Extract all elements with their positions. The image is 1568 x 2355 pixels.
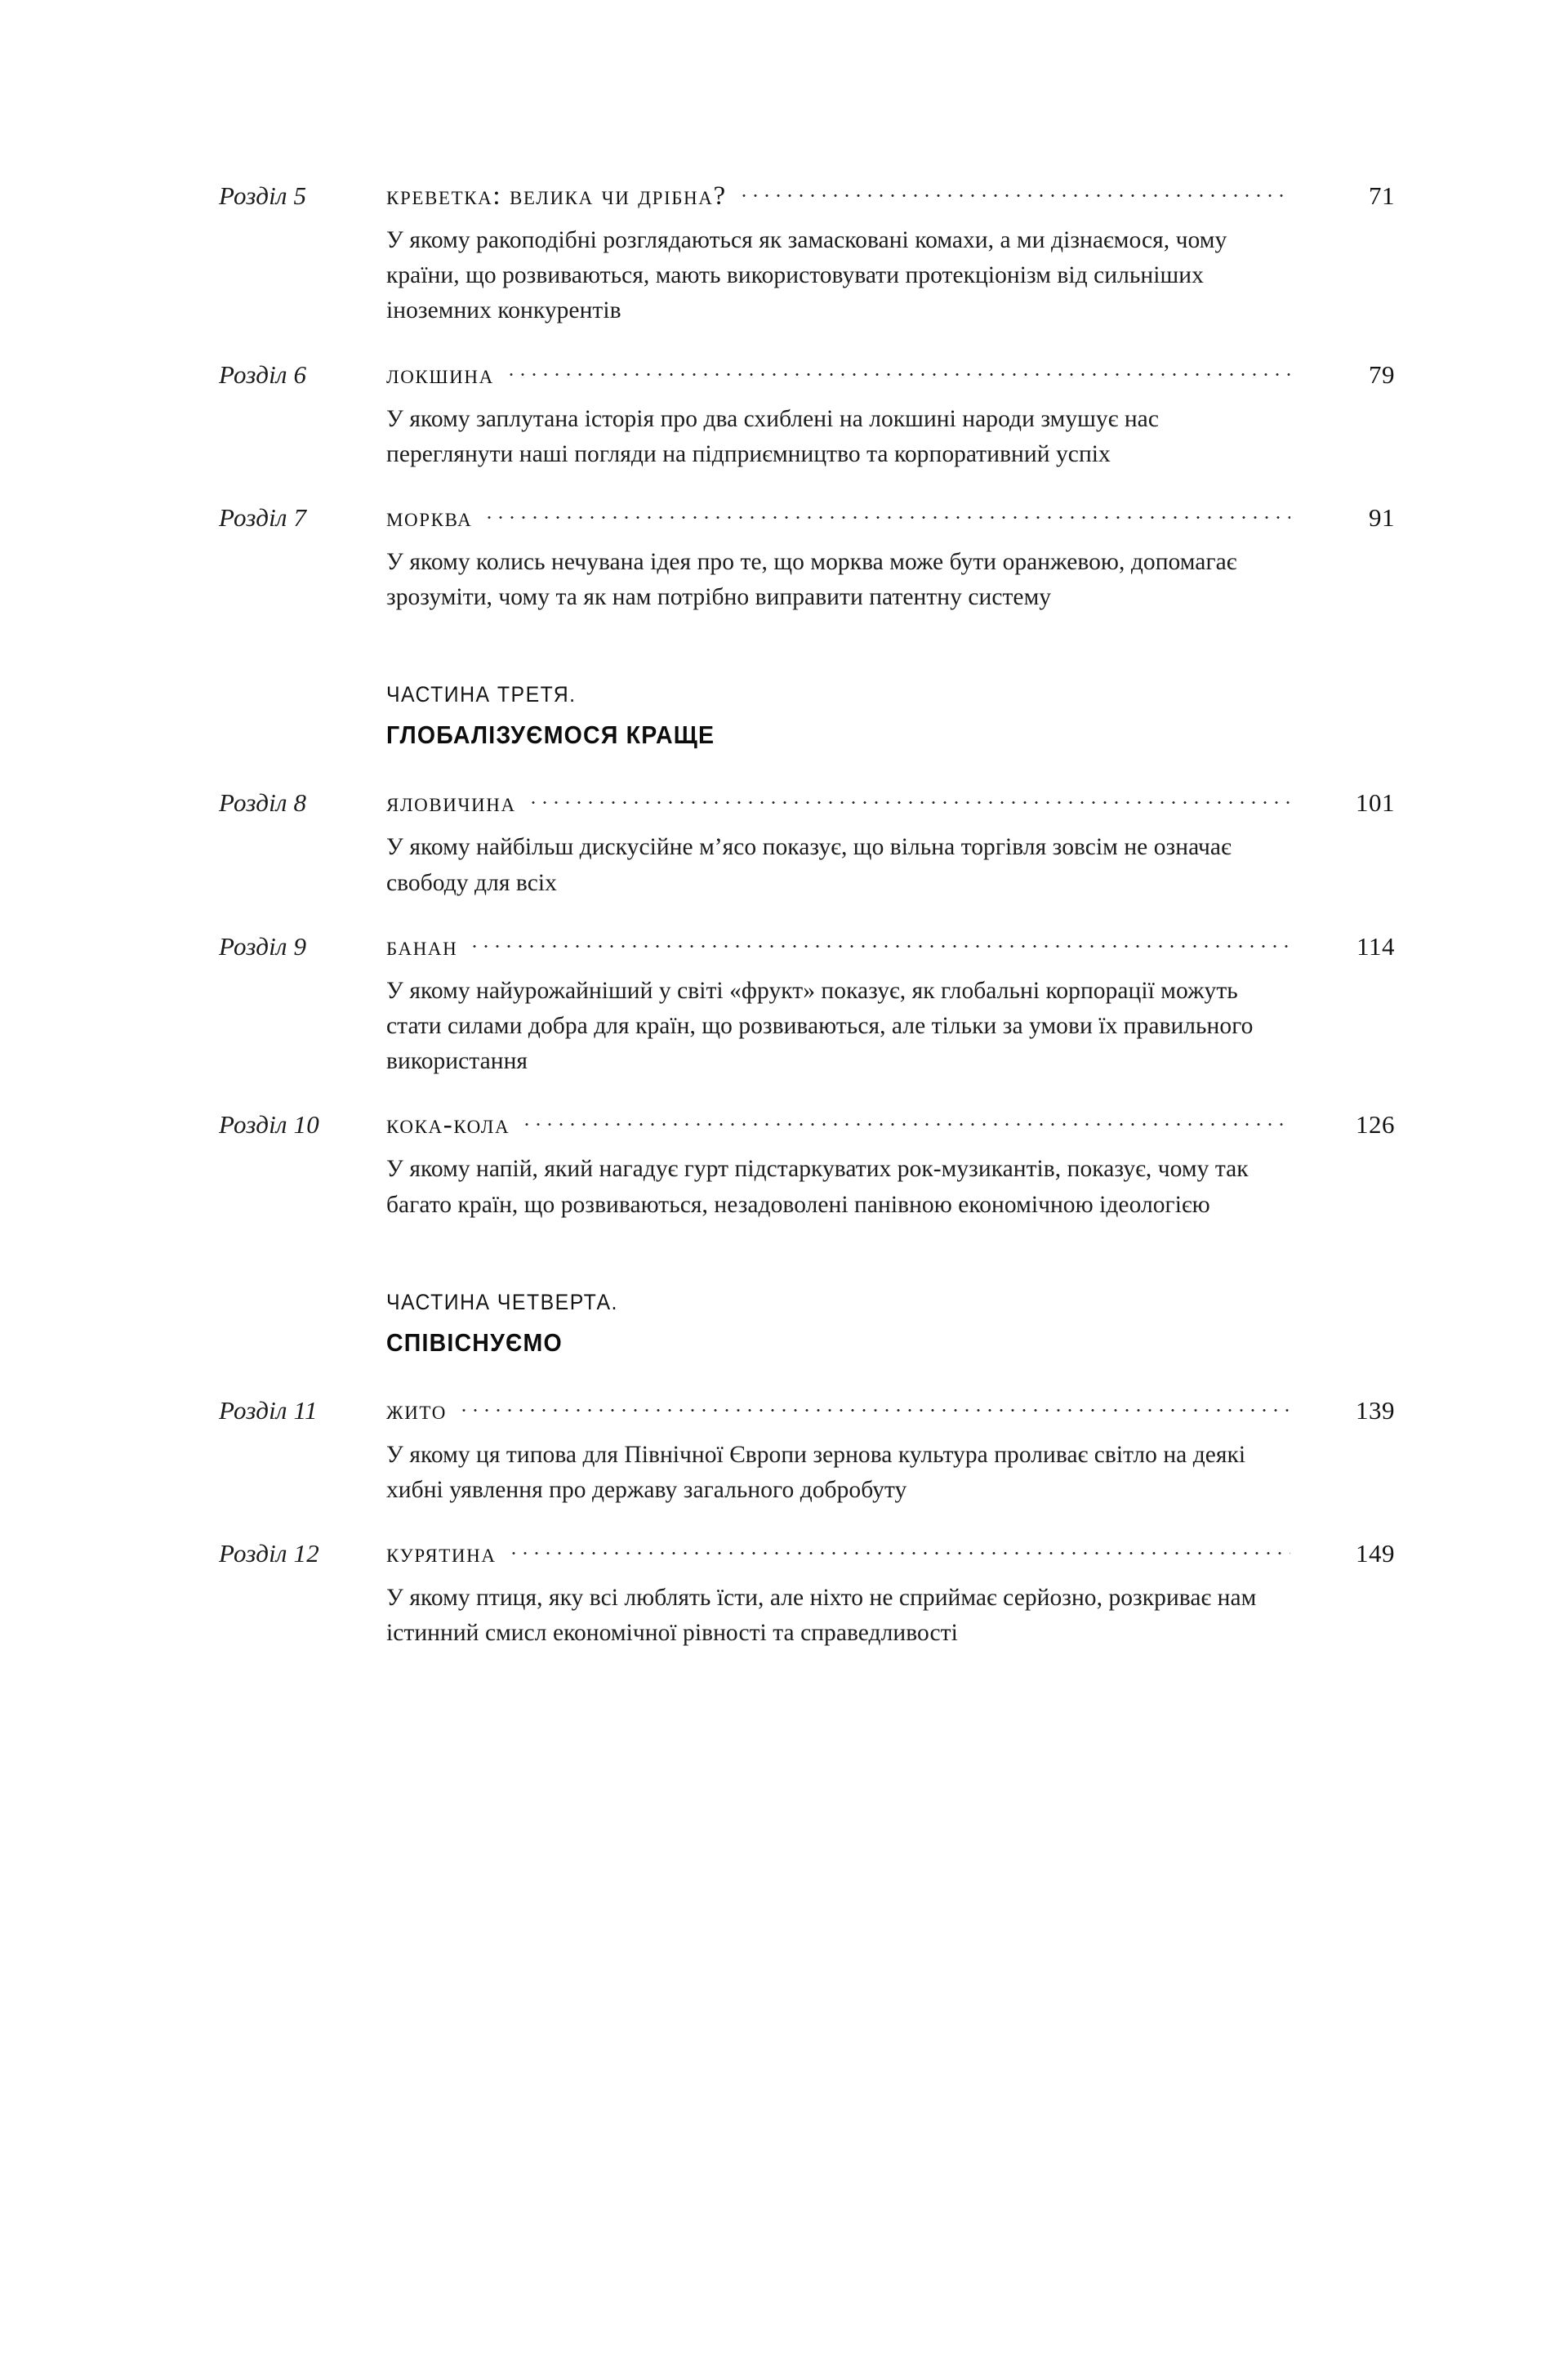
toc-entry-header[interactable]: [219, 1536, 1395, 1568]
toc-entry-header[interactable]: [219, 500, 1395, 532]
part-kicker: ЧАСТИНА ЧЕТВЕРТА.: [386, 1289, 618, 1314]
chapter-title[interactable]: яловичина: [386, 788, 516, 818]
chapter-description: У якому колись нечувана ідея про те, що морква може бути оранжевою, допомагає зрозуміти, чому та як нам потрібно виправити патентну систему: [386, 549, 1237, 611]
chapter-label: Розділ 7: [219, 503, 307, 533]
dot-leader: [508, 1536, 1290, 1562]
toc-entry[interactable]: [219, 1536, 1395, 1651]
chapter-page-number: 101: [1356, 788, 1395, 818]
chapter-label: Розділ 5: [219, 181, 307, 210]
chapter-title[interactable]: банан: [386, 931, 458, 961]
chapter-page-number: 139: [1356, 1395, 1395, 1425]
chapter-title[interactable]: морква: [386, 503, 473, 533]
dot-leader: [738, 178, 1290, 204]
chapter-page-number: 149: [1356, 1539, 1395, 1568]
toc-entry[interactable]: [219, 1393, 1395, 1508]
toc-entry[interactable]: [219, 357, 1395, 472]
toc-entry-header[interactable]: [219, 929, 1395, 961]
chapter-label: Розділ 10: [219, 1110, 319, 1140]
chapter-description: У якому заплутана історія про два схиблені на локшині народи змушує нас переглянути наші погляди на підприємництво та корпоративний успіх: [386, 405, 1159, 467]
chapter-label: Розділ 8: [219, 788, 307, 818]
chapter-description: У якому ракоподібні розглядаються як замасковані комахи, а ми дізнаємося, чому країни, що розвиваються, мають використовувати протекціонізм від сильніших іноземних конкурентів: [386, 227, 1227, 324]
table-of-contents: [219, 178, 1395, 1679]
toc-entry[interactable]: [219, 929, 1395, 1080]
toc-entry-header[interactable]: [219, 1107, 1395, 1139]
chapter-title[interactable]: курятина: [386, 1539, 497, 1569]
toc-entry-header[interactable]: [219, 785, 1395, 817]
toc-entry-header[interactable]: [219, 1393, 1395, 1425]
dot-leader: [483, 500, 1290, 526]
toc-entry-header[interactable]: [219, 178, 1395, 210]
dot-leader: [469, 929, 1290, 955]
part-title: СПІВІСНУЄМО: [386, 1327, 563, 1357]
chapter-description: У якому напій, який нагадує гурт підстаркуватих рок-музикантів, показує, чому так багато країн, що розвиваються, незадоволені панівною економічною ідеологією: [386, 1156, 1249, 1218]
part-heading: [386, 1291, 1395, 1355]
part-heading: [386, 682, 1395, 750]
dot-leader: [528, 785, 1290, 811]
chapter-page-number: 79: [1369, 359, 1395, 389]
toc-entry[interactable]: [219, 1107, 1395, 1222]
dot-leader: [458, 1393, 1290, 1419]
chapter-page-number: 71: [1369, 181, 1395, 210]
toc-entry[interactable]: [219, 500, 1395, 615]
chapter-label: Розділ 11: [219, 1395, 318, 1425]
toc-entry[interactable]: [219, 178, 1395, 329]
part-title: ГЛОБАЛІЗУЄМОСЯ КРАЩЕ: [386, 720, 715, 750]
chapter-description: У якому птиця, яку всі люблять їсти, але ніхто не сприймає серйозно, розкриває нам істинний смисл економічної рівності та справедливості: [386, 1585, 1257, 1647]
chapter-label: Розділ 9: [219, 931, 307, 961]
chapter-label: Розділ 12: [219, 1539, 319, 1568]
chapter-description: У якому найбільш дискусійне м’ясо показує, що вільна торгівля зовсім не означає свободу для всіх: [386, 834, 1232, 896]
chapter-title[interactable]: локшина: [386, 359, 494, 390]
toc-entry-header[interactable]: [219, 357, 1395, 389]
chapter-title[interactable]: креветка: велика чи дрібна?: [386, 181, 727, 211]
chapter-page-number: 114: [1356, 931, 1395, 961]
chapter-label: Розділ 6: [219, 359, 307, 389]
chapter-page-number: 126: [1356, 1110, 1395, 1140]
chapter-description: У якому найурожайніший у світі «фрукт» показує, як глобальні корпорації можуть стати силами добра для країн, що розвиваються, але тільки за умови їх правильного використання: [386, 977, 1254, 1075]
chapter-title[interactable]: кока-кола: [386, 1110, 510, 1140]
dot-leader: [506, 357, 1290, 383]
chapter-page-number: 91: [1369, 503, 1395, 533]
dot-leader: [521, 1107, 1290, 1133]
chapter-title[interactable]: жито: [386, 1395, 447, 1425]
toc-entry[interactable]: [219, 785, 1395, 900]
chapter-description: У якому ця типова для Північної Європи зернова культура проливає світло на деякі хибні уявлення про державу загального добробуту: [386, 1441, 1246, 1504]
part-kicker: ЧАСТИНА ТРЕТЯ.: [386, 682, 577, 707]
